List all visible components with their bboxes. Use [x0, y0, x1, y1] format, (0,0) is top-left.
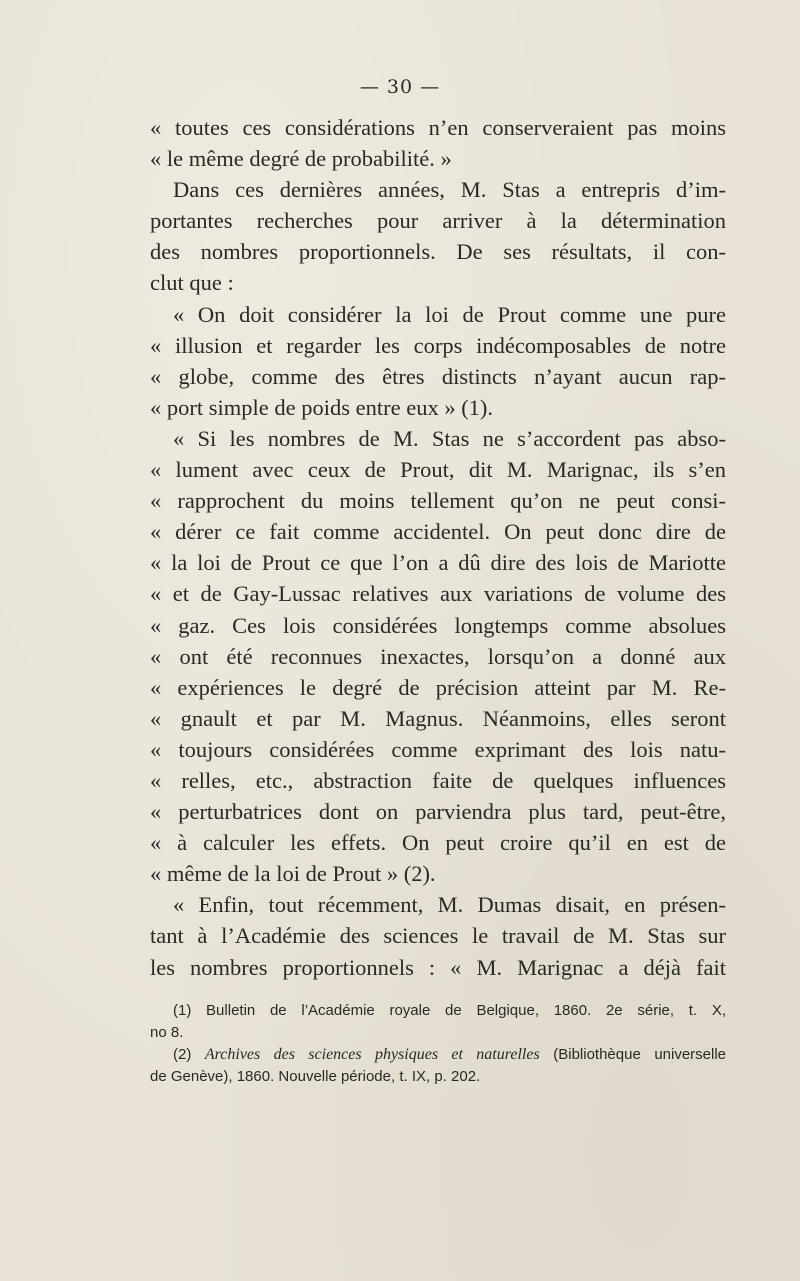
text-line: « gnault et par M. Magnus. Néanmoins, elles seront [150, 705, 726, 731]
text-line: des nombres proportionnels. De ses résultats, il con- [150, 239, 726, 265]
footnote-marker: (2) [173, 1046, 192, 1063]
footnote-title: Archives des sciences physiques et naturelles [204, 1046, 540, 1063]
text-line: « Si les nombres de M. Stas ne s’accordent pas abso- [173, 425, 726, 451]
text-line: Dans ces dernières années, M. Stas a entrepris d’im- [173, 177, 726, 203]
text-line: clut que : [150, 270, 234, 296]
text-line: « et de Gay-Lussac relatives aux variations de volume des [150, 581, 726, 607]
text-line: « illusion et regarder les corps indécomposables de notre [150, 332, 726, 358]
footnotes [150, 1000, 726, 1088]
body-text [150, 112, 726, 983]
text-line: « dérer ce fait comme accidentel. On peut donc dire de [150, 519, 726, 545]
text-line: « perturbatrices dont on parviendra plus tard, peut-être, [150, 799, 726, 825]
text-line: tant à l’Académie des sciences le travail de M. Stas sur [150, 923, 726, 949]
text-line: « lument avec ceux de Prout, dit M. Marignac, ils s’en [150, 457, 726, 483]
footnote-line: no 8. [150, 1024, 184, 1041]
text-line: « port simple de poids entre eux » (1). [150, 394, 494, 420]
footnote-line: (1) Bulletin de l’Académie royale de Belgique, 1860. 2e série, t. X, [173, 1002, 726, 1019]
text-line: « expériences le degré de précision atteint par M. Re- [150, 674, 726, 700]
footnote-text: (Bibliothèque universelle [553, 1046, 727, 1063]
footnote-1 [150, 1000, 726, 1044]
text-line: « le même degré de probabilité. » [150, 146, 452, 172]
text-line: « rapprochent du moins tellement qu’on ne peut consi- [150, 488, 726, 514]
footnote-line [150, 1044, 726, 1066]
text-line: « même de la loi de Prout » (2). [150, 861, 436, 887]
footnote-2 [150, 1044, 726, 1088]
text-line: « On doit considérer la loi de Prout comme une pure [173, 301, 726, 327]
text-line: « toutes ces considérations n’en conserveraient pas moins [150, 115, 726, 140]
text-line: les nombres proportionnels : « M. Marignac a déjà fait [150, 954, 726, 980]
text-line: « gaz. Ces lois considérées longtemps comme absolues [150, 612, 726, 638]
text-line: « toujours considérées comme exprimant des lois natu- [150, 736, 726, 762]
footnote-line: de Genève), 1860. Nouvelle période, t. IX, p. 202. [150, 1068, 481, 1085]
text-line: « globe, comme des êtres distincts n’ayant aucun rap- [150, 363, 726, 389]
text-line: « Enfin, tout récemment, M. Dumas disait, en présen- [173, 892, 726, 918]
text-line: « relles, etc., abstraction faite de quelques influences [150, 767, 726, 793]
text-line: « à calculer les effets. On peut croire qu’il en est de [150, 830, 726, 856]
page-number: — 30 — [359, 76, 441, 98]
text-line: « ont été reconnues inexactes, lorsqu’on a donné aux [150, 643, 726, 669]
text-line: « la loi de Prout ce que l’on a dû dire des lois de Mariotte [150, 550, 726, 576]
text-line: portantes recherches pour arriver à la détermination [150, 208, 726, 234]
